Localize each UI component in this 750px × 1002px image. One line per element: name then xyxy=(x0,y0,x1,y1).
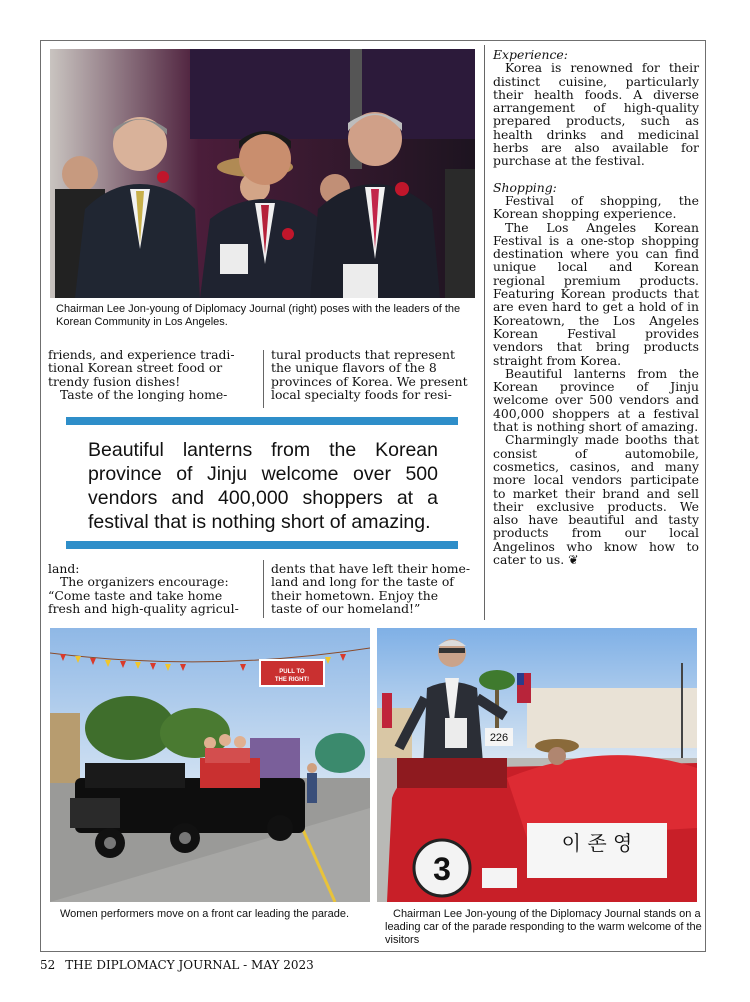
shopping-heading: Shopping: xyxy=(493,179,557,195)
svg-text:PULL TO: PULL TO xyxy=(279,669,305,675)
end-mark-icon: ❦ xyxy=(568,551,579,567)
experience-heading: Experience: xyxy=(493,47,568,62)
text-line: tional Korean street food or xyxy=(48,360,223,376)
text-line: their hometown. Enjoy the xyxy=(271,587,439,603)
text-line: Taste of the longing home- xyxy=(60,386,228,402)
text-line: taste of our homeland!” xyxy=(271,600,421,616)
text-line: trendy fusion dishes! xyxy=(48,373,181,389)
top-photo xyxy=(50,49,475,298)
svg-text:이 존 영: 이 존 영 xyxy=(561,831,633,855)
top-photo-caption: Chairman Lee Jon-young of Diplomacy Journal (right) poses with the leaders of the Korean Community in Los Angeles. xyxy=(56,303,461,328)
svg-text:THE RIGHT!: THE RIGHT! xyxy=(274,677,310,683)
text-line: fresh and high-quality agricul- xyxy=(48,600,239,616)
column1-top-text xyxy=(48,348,254,401)
bottom-left-photo xyxy=(50,628,370,902)
text-line: “Come taste and take home xyxy=(48,587,223,603)
pull-quote: Beautiful lanterns from the Korean province of Jinju welcome over 500 vendors and 400,000 shoppers at a festival that is nothing short of amazing. xyxy=(88,439,438,533)
bottom-right-photo xyxy=(377,628,697,902)
experience-paragraph: Korea is renowned for their distinct cuisine, particularly their health foods. A diverse arrangement of high-quality prepared products, such as health drinks and medicinal herbs are also available for purchase at the festival. xyxy=(493,60,699,169)
shopping-paragraph xyxy=(493,433,699,566)
shopping-paragraph: Beautiful lanterns from the Korean province of Jinju welcome over 500 vendors and 400,000 shoppers at a festival that is nothing short of amazing. xyxy=(493,365,699,435)
column-divider xyxy=(263,560,264,618)
text-line: dents that have left their home- xyxy=(271,561,471,576)
column1-bottom-text xyxy=(48,562,254,615)
pull-quote-top-bar xyxy=(66,417,458,425)
bottom-right-photo-caption: Chairman Lee Jon-young of the Diplomacy Journal stands on a leading car of the parade responding to the warm welcome of the visitors xyxy=(385,908,702,946)
svg-text:226: 226 xyxy=(489,732,509,744)
pull-quote-bottom-bar xyxy=(66,541,458,549)
shopping-paragraph: The Los Angeles Korean Festival is a one-stop shopping destination where you can find unique local and Korean regional premium products. Featuring Korean products that are even hard to get a hold of in Koreatown, the Los Angeles Korean Festival provides vendors that bring products straight from Korea. xyxy=(493,219,699,368)
text-line: land and long for the taste of xyxy=(271,574,454,590)
text-line: tural products that represent xyxy=(271,347,455,362)
shopping-paragraph-text: Charmingly made booths that consist of automobile, cosmetics, casinos, and many more local vendors participate to market their brand and sell their exclusive products. We also have beautiful and tasty products from our local Angelinos who know how to cater to us. xyxy=(493,432,699,567)
text-line: local specialty foods for resi- xyxy=(271,386,452,402)
publication-name: THE DIPLOMACY JOURNAL - MAY 2023 xyxy=(65,958,314,972)
text-line: the unique flavors of the 8 xyxy=(271,360,437,376)
right-column-text xyxy=(493,48,699,566)
page-number: 52 xyxy=(40,958,56,972)
column2-top-text xyxy=(271,348,477,401)
shopping-paragraph: Festival of shopping, the Korean shopping experience. xyxy=(493,192,699,222)
bottom-left-photo-caption: Women performers move on a front car leading the parade. xyxy=(60,908,350,920)
column2-bottom-text xyxy=(271,562,477,615)
text-line: provinces of Korea. We present xyxy=(271,373,468,389)
text-line: land: xyxy=(48,561,80,576)
text-line: The organizers encourage: xyxy=(60,574,229,590)
svg-text:3: 3 xyxy=(433,851,451,887)
page-footer xyxy=(40,958,324,972)
column-divider xyxy=(263,350,264,408)
text-line: friends, and experience tradi- xyxy=(48,347,235,362)
column-divider xyxy=(484,45,485,620)
